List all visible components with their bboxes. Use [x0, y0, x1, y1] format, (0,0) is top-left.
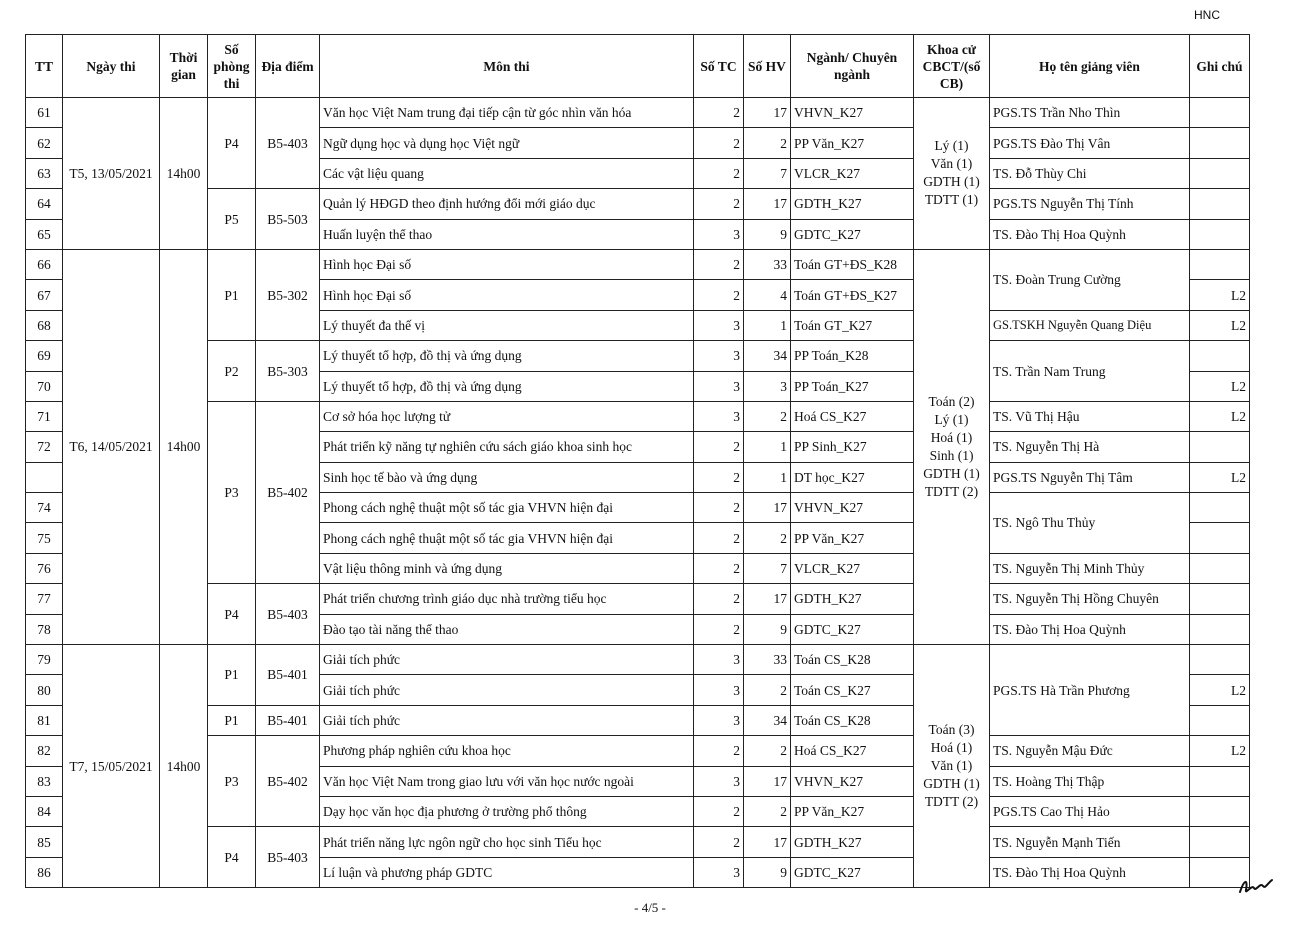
room-location: B5-303: [256, 341, 320, 402]
major: Toán GT+ĐS_K28: [791, 249, 914, 279]
major: VHVN_K27: [791, 98, 914, 128]
credits: 2: [694, 493, 744, 523]
lecturer: TS. Đào Thị Hoa Quỳnh: [990, 614, 1190, 644]
note: [1190, 98, 1250, 128]
room-number: P2: [208, 341, 256, 402]
faculty-line: Toán (3): [928, 722, 975, 738]
major: GDTC_K27: [791, 614, 914, 644]
lecturer: GS.TSKH Nguyễn Quang Diệu: [990, 310, 1190, 340]
credits: 3: [694, 766, 744, 796]
credits: 3: [694, 675, 744, 705]
lecturer: TS. Nguyễn Mậu Đức: [990, 736, 1190, 766]
col-header-so-tc: Số TC: [694, 35, 744, 98]
note: [1190, 827, 1250, 857]
credits: 3: [694, 310, 744, 340]
major: VHVN_K27: [791, 766, 914, 796]
student-count: 2: [744, 796, 791, 826]
table-row: [26, 736, 1250, 766]
room-number: P4: [208, 584, 256, 645]
subject: Cơ sở hóa học lượng tử: [320, 401, 694, 431]
major: Toán CS_K28: [791, 705, 914, 735]
note: [1190, 189, 1250, 219]
room-number: P4: [208, 827, 256, 888]
proctor-faculty: [914, 98, 990, 250]
subject: Phát triển năng lực ngôn ngữ cho học sinh Tiểu học: [320, 827, 694, 857]
student-count: 1: [744, 432, 791, 462]
col-header-mon-thi: Môn thi: [320, 35, 694, 98]
row-tt: 63: [26, 158, 63, 188]
row-tt: 82: [26, 736, 63, 766]
col-header-ghi-chu: Ghi chú: [1190, 35, 1250, 98]
credits: 3: [694, 401, 744, 431]
subject: Văn học Việt Nam trong giao lưu với văn học nước ngoài: [320, 766, 694, 796]
lecturer: TS. Nguyễn Thị Minh Thủy: [990, 553, 1190, 583]
room-location: B5-403: [256, 584, 320, 645]
exam-date: T5, 13/05/2021: [63, 98, 160, 250]
signature-mark: [1236, 870, 1276, 900]
subject: Phương pháp nghiên cứu khoa học: [320, 736, 694, 766]
student-count: 4: [744, 280, 791, 310]
note: [1190, 432, 1250, 462]
lecturer: PGS.TS Nguyễn Thị Tâm: [990, 462, 1190, 492]
note: L2: [1190, 401, 1250, 431]
col-header-giang-vien: Họ tên giảng viên: [990, 35, 1190, 98]
note: [1190, 219, 1250, 249]
note: L2: [1190, 736, 1250, 766]
note: L2: [1190, 310, 1250, 340]
major: Toán GT+ĐS_K27: [791, 280, 914, 310]
exam-date: T6, 14/05/2021: [63, 249, 160, 644]
room-location: B5-402: [256, 401, 320, 583]
student-count: 3: [744, 371, 791, 401]
major: GDTH_K27: [791, 827, 914, 857]
table-row: [26, 584, 1250, 614]
room-location: B5-402: [256, 736, 320, 827]
lecturer: TS. Nguyễn Mạnh Tiến: [990, 827, 1190, 857]
subject: Huấn luyện thể thao: [320, 219, 694, 249]
major: GDTH_K27: [791, 189, 914, 219]
faculty-line: TDTT (2): [924, 794, 979, 810]
page-number: - 4/5 -: [634, 900, 666, 915]
room-location: B5-401: [256, 645, 320, 706]
row-tt: 81: [26, 705, 63, 735]
major: PP Văn_K27: [791, 796, 914, 826]
credits: 3: [694, 857, 744, 887]
room-number: P1: [208, 645, 256, 706]
major: Toán CS_K27: [791, 675, 914, 705]
row-tt: 80: [26, 675, 63, 705]
faculty-line: Hoá (1): [930, 740, 973, 756]
student-count: 33: [744, 249, 791, 279]
credits: 2: [694, 158, 744, 188]
lecturer: TS. Hoàng Thị Thập: [990, 766, 1190, 796]
table-row: [26, 341, 1250, 371]
subject: Phong cách nghệ thuật một số tác gia VHVN hiện đại: [320, 523, 694, 553]
table-row: [26, 401, 1250, 431]
credits: 2: [694, 796, 744, 826]
student-count: 9: [744, 219, 791, 249]
student-count: 9: [744, 614, 791, 644]
row-tt: 72: [26, 432, 63, 462]
faculty-line: Văn (1): [930, 758, 973, 774]
table-row: [26, 189, 1250, 219]
col-header-ngay-thi: Ngày thi: [63, 35, 160, 98]
note: [1190, 796, 1250, 826]
credits: 2: [694, 827, 744, 857]
col-header-dia-diem: Địa điểm: [256, 35, 320, 98]
note: [1190, 705, 1250, 735]
subject: Ngữ dụng học và dụng học Việt ngữ: [320, 128, 694, 158]
note: L2: [1190, 675, 1250, 705]
subject: Lý thuyết tổ hợp, đồ thị và ứng dụng: [320, 341, 694, 371]
student-count: 2: [744, 128, 791, 158]
student-count: 2: [744, 523, 791, 553]
faculty-line: TDTT (2): [924, 483, 979, 499]
row-tt: 66: [26, 249, 63, 279]
faculty-line: Lý (1): [934, 138, 969, 154]
faculty-line: Văn (1): [930, 156, 973, 172]
row-tt: 64: [26, 189, 63, 219]
student-count: 17: [744, 98, 791, 128]
subject: Dạy học văn học địa phương ở trường phổ thông: [320, 796, 694, 826]
subject: Các vật liệu quang: [320, 158, 694, 188]
credits: 2: [694, 736, 744, 766]
lecturer: PGS.TS Trần Nho Thìn: [990, 98, 1190, 128]
student-count: 17: [744, 493, 791, 523]
credits: 3: [694, 645, 744, 675]
col-header-so-hv: Số HV: [744, 35, 791, 98]
col-header-so-phong: Số phòng thi: [208, 35, 256, 98]
row-tt: 69: [26, 341, 63, 371]
student-count: 17: [744, 189, 791, 219]
exam-date: T7, 15/05/2021: [63, 645, 160, 888]
proctor-faculty: [914, 645, 990, 888]
room-number: P1: [208, 705, 256, 735]
faculty-line: Toán (2): [928, 393, 975, 409]
table-row: [26, 645, 1250, 675]
credits: 2: [694, 462, 744, 492]
lecturer: PGS.TS Cao Thị Hảo: [990, 796, 1190, 826]
lecturer: PGS.TS Đào Thị Vân: [990, 128, 1190, 158]
lecturer: TS. Nguyễn Thị Hồng Chuyên: [990, 584, 1190, 614]
credits: 3: [694, 371, 744, 401]
document-code: HNC: [1194, 8, 1220, 22]
student-count: 7: [744, 158, 791, 188]
student-count: 9: [744, 857, 791, 887]
student-count: 2: [744, 675, 791, 705]
major: GDTH_K27: [791, 584, 914, 614]
col-header-thoi-gian: Thời gian: [160, 35, 208, 98]
credits: 2: [694, 98, 744, 128]
note: [1190, 341, 1250, 371]
note: L2: [1190, 371, 1250, 401]
subject: Giải tích phức: [320, 675, 694, 705]
col-header-khoa: Khoa cử CBCT/(số CB): [914, 35, 990, 98]
table-row: [26, 98, 1250, 128]
room-location: B5-403: [256, 827, 320, 888]
student-count: 17: [744, 827, 791, 857]
row-tt: [26, 462, 63, 492]
note: L2: [1190, 462, 1250, 492]
subject: Hình học Đại số: [320, 249, 694, 279]
lecturer: TS. Ngô Thu Thủy: [990, 493, 1190, 554]
row-tt: 85: [26, 827, 63, 857]
table-row: [26, 827, 1250, 857]
major: Hoá CS_K27: [791, 401, 914, 431]
major: PP Toán_K27: [791, 371, 914, 401]
faculty-line: GDTH (1): [923, 174, 980, 190]
major: PP Sinh_K27: [791, 432, 914, 462]
student-count: 1: [744, 310, 791, 340]
credits: 3: [694, 341, 744, 371]
major: PP Toán_K28: [791, 341, 914, 371]
subject: Đào tạo tài năng thể thao: [320, 614, 694, 644]
note: [1190, 128, 1250, 158]
row-tt: 61: [26, 98, 63, 128]
faculty-line: Hoá (1): [930, 429, 973, 445]
room-location: B5-503: [256, 189, 320, 250]
note: L2: [1190, 280, 1250, 310]
proctor-faculty: [914, 249, 990, 644]
credits: 3: [694, 705, 744, 735]
table-row: [26, 249, 1250, 279]
row-tt: 84: [26, 796, 63, 826]
room-location: B5-403: [256, 98, 320, 189]
subject: Lý thuyết đa thế vị: [320, 310, 694, 340]
student-count: 34: [744, 705, 791, 735]
note: [1190, 523, 1250, 553]
student-count: 17: [744, 766, 791, 796]
lecturer: TS. Vũ Thị Hậu: [990, 401, 1190, 431]
col-header-nganh: Ngành/ Chuyên ngành: [791, 35, 914, 98]
exam-time: 14h00: [160, 98, 208, 250]
lecturer: TS. Đào Thị Hoa Quỳnh: [990, 219, 1190, 249]
room-number: P1: [208, 249, 256, 340]
row-tt: 75: [26, 523, 63, 553]
major: PP Văn_K27: [791, 523, 914, 553]
credits: 2: [694, 523, 744, 553]
lecturer: TS. Trần Nam Trung: [990, 341, 1190, 402]
row-tt: 67: [26, 280, 63, 310]
subject: Lý thuyết tổ hợp, đồ thị và ứng dụng: [320, 371, 694, 401]
subject: Sinh học tế bào và ứng dụng: [320, 462, 694, 492]
credits: 2: [694, 128, 744, 158]
major: VLCR_K27: [791, 553, 914, 583]
subject: Hình học Đại số: [320, 280, 694, 310]
row-tt: 74: [26, 493, 63, 523]
student-count: 2: [744, 736, 791, 766]
subject: Vật liệu thông minh và ứng dụng: [320, 553, 694, 583]
row-tt: 78: [26, 614, 63, 644]
header-row: [26, 35, 1250, 98]
row-tt: 76: [26, 553, 63, 583]
room-number: P5: [208, 189, 256, 250]
major: VLCR_K27: [791, 158, 914, 188]
credits: 2: [694, 189, 744, 219]
room-number: P3: [208, 401, 256, 583]
note: [1190, 614, 1250, 644]
subject: Giải tích phức: [320, 705, 694, 735]
note: [1190, 766, 1250, 796]
major: GDTC_K27: [791, 857, 914, 887]
lecturer: TS. Đoàn Trung Cường: [990, 249, 1190, 310]
row-tt: 65: [26, 219, 63, 249]
credits: 2: [694, 553, 744, 583]
student-count: 33: [744, 645, 791, 675]
credits: 2: [694, 280, 744, 310]
credits: 2: [694, 584, 744, 614]
note: [1190, 553, 1250, 583]
student-count: 34: [744, 341, 791, 371]
faculty-line: GDTH (1): [923, 776, 980, 792]
row-tt: 86: [26, 857, 63, 887]
major: Toán CS_K28: [791, 645, 914, 675]
faculty-line: TDTT (1): [924, 192, 979, 208]
lecturer: TS. Đỗ Thùy Chi: [990, 158, 1190, 188]
exam-schedule-table: [25, 34, 1250, 888]
subject: Phát triển kỹ năng tự nghiên cứu sách giáo khoa sinh học: [320, 432, 694, 462]
credits: 2: [694, 432, 744, 462]
subject: Giải tích phức: [320, 645, 694, 675]
row-tt: 71: [26, 401, 63, 431]
row-tt: 83: [26, 766, 63, 796]
faculty-line: Lý (1): [934, 411, 969, 427]
note: [1190, 645, 1250, 675]
row-tt: 62: [26, 128, 63, 158]
faculty-line: Sinh (1): [929, 447, 974, 463]
subject: Văn học Việt Nam trung đại tiếp cận từ góc nhìn văn hóa: [320, 98, 694, 128]
exam-time: 14h00: [160, 645, 208, 888]
subject: Quản lý HĐGD theo định hướng đổi mới giáo dục: [320, 189, 694, 219]
lecturer: PGS.TS Hà Trần Phương: [990, 645, 1190, 736]
room-location: B5-401: [256, 705, 320, 735]
major: VHVN_K27: [791, 493, 914, 523]
major: GDTC_K27: [791, 219, 914, 249]
major: PP Văn_K27: [791, 128, 914, 158]
credits: 3: [694, 219, 744, 249]
row-tt: 79: [26, 645, 63, 675]
room-number: P3: [208, 736, 256, 827]
subject: Lí luận và phương pháp GDTC: [320, 857, 694, 887]
student-count: 17: [744, 584, 791, 614]
credits: 2: [694, 614, 744, 644]
note: [1190, 584, 1250, 614]
room-number: P4: [208, 98, 256, 189]
note: [1190, 249, 1250, 279]
row-tt: 70: [26, 371, 63, 401]
lecturer: TS. Nguyễn Thị Hà: [990, 432, 1190, 462]
note: [1190, 158, 1250, 188]
subject: Phát triển chương trình giáo dục nhà trường tiểu học: [320, 584, 694, 614]
exam-time: 14h00: [160, 249, 208, 644]
credits: 2: [694, 249, 744, 279]
row-tt: 77: [26, 584, 63, 614]
major: Hoá CS_K27: [791, 736, 914, 766]
student-count: 1: [744, 462, 791, 492]
faculty-line: GDTH (1): [923, 465, 980, 481]
lecturer: TS. Đào Thị Hoa Quỳnh: [990, 857, 1190, 887]
student-count: 2: [744, 401, 791, 431]
col-header-tt: TT: [26, 35, 63, 98]
subject: Phong cách nghệ thuật một số tác gia VHVN hiện đại: [320, 493, 694, 523]
row-tt: 68: [26, 310, 63, 340]
major: Toán GT_K27: [791, 310, 914, 340]
student-count: 7: [744, 553, 791, 583]
lecturer: PGS.TS Nguyễn Thị Tính: [990, 189, 1190, 219]
room-location: B5-302: [256, 249, 320, 340]
note: [1190, 493, 1250, 523]
major: DT học_K27: [791, 462, 914, 492]
